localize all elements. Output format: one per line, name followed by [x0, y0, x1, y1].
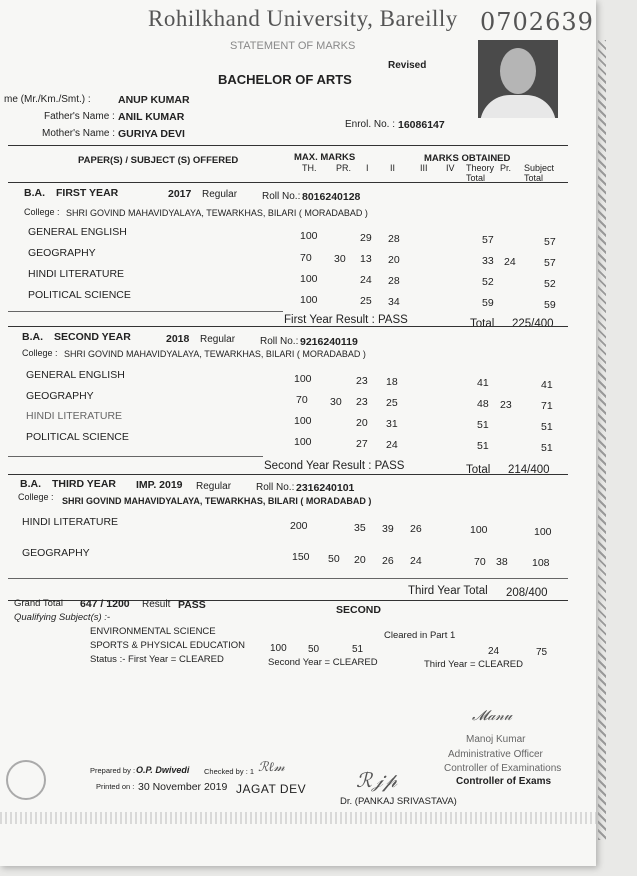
year3-result-rule: [8, 578, 568, 579]
year3-row2-p3: 24: [410, 555, 422, 567]
status-first: Status :- First Year = CLEARED: [90, 654, 224, 665]
theory-total-header: Theory Total: [466, 163, 495, 183]
checked-label: Checked by : 1: [204, 767, 255, 776]
year1-session: 2017: [168, 188, 192, 200]
year2-ba: B.A.: [22, 331, 43, 343]
year3-college-label: College :: [18, 492, 54, 502]
year3-row2-th: 150: [292, 551, 310, 563]
year1-row3-theory: 52: [482, 276, 494, 288]
year1-row1-p1: 29: [360, 232, 372, 244]
year1-row2-pr: 30: [334, 253, 346, 265]
year2-row4-th: 100: [294, 436, 312, 448]
year2-row2-prac: 23: [500, 399, 512, 411]
year1-row4-th: 100: [300, 294, 318, 306]
father-name: ANIL KUMAR: [118, 111, 185, 123]
year1-total: 225/400: [512, 318, 554, 330]
year3-ba: B.A.: [20, 478, 41, 490]
obtained-header: MARKS OBTAINED: [424, 153, 511, 164]
status-second: Second Year = CLEARED: [268, 657, 378, 668]
year2-total: 214/400: [508, 464, 550, 476]
serial-number: 0702639: [480, 8, 594, 36]
year2-row4-p2: 24: [386, 439, 398, 451]
year3-roll: 2316240101: [296, 482, 355, 494]
prepared-label: Prepared by :: [90, 766, 136, 775]
year2-row2-p2: 25: [386, 397, 398, 409]
year2-row2-pr: 30: [330, 396, 342, 408]
torn-edge: [598, 40, 606, 840]
year2-session: 2018: [166, 333, 190, 345]
printed-label: Printed on :: [96, 782, 135, 791]
enrol-number: 16086147: [398, 119, 445, 131]
year3-row2-p2: 26: [382, 555, 394, 567]
paper-ii-header: II: [390, 163, 396, 173]
year1-total-label: Total: [470, 318, 495, 330]
result-label: Result: [142, 599, 171, 610]
year1-row1-p2: 28: [388, 233, 400, 245]
signatory-name: Dr. (PANKAJ SRIVASTAVA): [340, 796, 457, 807]
year2-row4-subject: POLITICAL SCIENCE: [26, 431, 129, 443]
officer-role: Controller of Examinations: [444, 763, 562, 774]
sports-subject: SPORTS & PHYSICAL EDUCATION: [90, 640, 246, 651]
year1-row1-theory: 57: [482, 234, 494, 246]
paper-iii-header: III: [420, 163, 428, 173]
year2-row1-th: 100: [294, 373, 312, 385]
status-third: Third Year = CLEARED: [424, 659, 524, 670]
controller-title: Controller of Exams: [456, 776, 552, 787]
qualifying-label: Qualifying Subject(s) :-: [14, 612, 111, 623]
year2-title: SECOND YEAR: [54, 331, 131, 343]
papers-header: PAPER(S) / SUBJECT (S) OFFERED: [78, 155, 239, 166]
th-header: TH.: [302, 163, 317, 173]
year2-row2-total: 71: [541, 400, 553, 412]
mother-label: Mother's Name :: [42, 128, 116, 139]
year1-roll-label: Roll No.:: [262, 191, 301, 202]
year3-row1-th: 200: [290, 520, 308, 532]
year3-row1-p2: 39: [382, 523, 394, 535]
year3-row2-theory: 70: [474, 556, 486, 568]
photo-shirt: [480, 95, 556, 118]
year1-row4-total: 59: [544, 299, 556, 311]
year3-mode: Regular: [196, 481, 232, 492]
controller-signature: ℛ𝒿𝓅: [356, 768, 398, 792]
year1-end-rule: [8, 326, 568, 327]
year1-title: FIRST YEAR: [56, 187, 119, 199]
mother-name: GURIYA DEVI: [118, 128, 185, 140]
year2-row2-theory: 48: [477, 398, 489, 410]
year1-row2-prac: 24: [504, 256, 516, 268]
year3-row2-prac: 38: [496, 556, 508, 568]
year1-row4-p2: 34: [388, 296, 400, 308]
year1-college: SHRI GOVIND MAHAVIDYALAYA, TEWARKHAS, BILARI ( MORADABAD ): [66, 208, 368, 218]
year1-row1-th: 100: [300, 230, 318, 242]
year1-row2-p2: 20: [388, 254, 400, 266]
year2-row4-p1: 27: [356, 438, 368, 450]
year2-row3-theory: 51: [477, 419, 489, 431]
year2-row3-th: 100: [294, 415, 312, 427]
operator-name: JAGAT DEV: [236, 782, 307, 796]
year2-row1-subject: GENERAL ENGLISH: [26, 369, 125, 381]
year2-row2-th: 70: [296, 394, 308, 406]
header-rule: [8, 145, 568, 146]
year3-row2-total: 108: [532, 557, 550, 569]
year3-row2-p1: 20: [354, 554, 366, 566]
year3-row2-subject: GEOGRAPHY: [22, 547, 90, 559]
sports-p1: 51: [352, 644, 364, 655]
year1-row4-subject: POLITICAL SCIENCE: [28, 289, 131, 301]
year1-row2-p1: 13: [360, 253, 372, 265]
year3-result: Third Year Total: [408, 585, 488, 597]
year3-college: SHRI GOVIND MAHAVIDYALAYA, TEWARKHAS, BILARI ( MORADABAD ): [62, 496, 372, 506]
cleared-part1: Cleared in Part 1: [384, 630, 456, 641]
year2-row3-subject: HINDI LITERATURE: [26, 410, 123, 422]
year1-row2-subject: GEOGRAPHY: [28, 247, 96, 259]
year2-row1-total: 41: [541, 379, 553, 391]
officer-title: Administrative Officer: [448, 749, 543, 760]
year3-row1-theory: 100: [470, 524, 488, 536]
year1-row2-th: 70: [300, 252, 312, 264]
bottom-border-pattern: [0, 812, 596, 824]
year3-row1-p3: 26: [410, 523, 422, 535]
year2-mode: Regular: [200, 334, 236, 345]
year2-result: Second Year Result : PASS: [264, 460, 405, 472]
prepared-by: O.P. Dwivedi: [136, 765, 190, 775]
year2-row1-p2: 18: [386, 376, 398, 388]
paper-iv-header: IV: [446, 163, 455, 173]
university-name: Rohilkhand University, Bareilly: [148, 6, 458, 31]
year1-ba: B.A.: [24, 187, 45, 199]
env-science: ENVIRONMENTAL SCIENCE: [90, 626, 216, 637]
division: SECOND: [336, 604, 381, 616]
year1-row3-p1: 24: [360, 274, 372, 286]
year1-roll: 8016240128: [302, 191, 361, 203]
year1-row3-th: 100: [300, 273, 318, 285]
year2-row2-subject: GEOGRAPHY: [26, 390, 94, 402]
course-title: BACHELOR OF ARTS: [218, 72, 352, 87]
year2-row2-p1: 23: [356, 396, 368, 408]
year2-row4-theory: 51: [477, 440, 489, 452]
table-header-rule: [8, 182, 568, 183]
officer-name: Manoj Kumar: [466, 734, 526, 745]
printed-date: 30 November 2019: [138, 781, 228, 793]
officer-signature: 𝓜𝒶𝓃𝓊: [472, 708, 512, 724]
checker-signature: ℛℓ𝓂: [258, 760, 285, 775]
pr-header: PR.: [336, 163, 352, 173]
year2-college: SHRI GOVIND MAHAVIDYALAYA, TEWARKHAS, BILARI ( MORADABAD ): [64, 349, 366, 359]
year2-row3-p1: 20: [356, 417, 368, 429]
year3-row1-total: 100: [534, 526, 552, 538]
year2-roll: 9216240119: [300, 336, 358, 348]
year1-result: First Year Result : PASS: [284, 314, 408, 326]
year1-row2-theory: 33: [482, 255, 494, 267]
grand-result: PASS: [178, 599, 206, 611]
year3-roll-label: Roll No.:: [256, 482, 295, 493]
year1-result-rule: [8, 311, 283, 312]
year2-roll-label: Roll No.:: [260, 336, 299, 347]
sports-pr: 50: [308, 644, 320, 655]
enrol-label: Enrol. No. :: [345, 119, 396, 130]
grand-total: 647 / 1200: [80, 598, 130, 610]
subject-total-header: Subject Total: [524, 163, 555, 183]
sports-max: 100: [270, 643, 287, 654]
year3-row2-pr: 50: [328, 553, 340, 565]
student-name: ANUP KUMAR: [118, 94, 190, 106]
grand-total-label: Grand Total: [14, 598, 63, 609]
year2-row1-theory: 41: [477, 377, 489, 389]
statement-title: STATEMENT OF MARKS: [230, 40, 356, 52]
year1-college-label: College :: [24, 207, 60, 217]
paper-i-header: I: [366, 163, 369, 173]
year1-row3-total: 52: [544, 278, 556, 290]
student-photo: [478, 40, 558, 118]
year3-session: IMP. 2019: [136, 479, 183, 491]
max-marks-header: MAX. MARKS: [294, 152, 356, 163]
year1-row2-total: 57: [544, 257, 556, 269]
year3-row1-p1: 35: [354, 522, 366, 534]
year2-row3-total: 51: [541, 421, 553, 433]
year1-row1-subject: GENERAL ENGLISH: [28, 226, 127, 238]
year2-college-label: College :: [22, 348, 58, 358]
year1-row4-p1: 25: [360, 295, 372, 307]
year1-row3-subject: HINDI LITERATURE: [28, 268, 125, 280]
name-label: me (Mr./Km./Smt.) :: [4, 94, 91, 105]
year1-row1-total: 57: [544, 236, 556, 248]
year1-mode: Regular: [202, 189, 238, 200]
year3-title: THIRD YEAR: [52, 478, 116, 490]
father-label: Father's Name :: [44, 111, 115, 122]
year3-row1-subject: HINDI LITERATURE: [22, 516, 119, 528]
year1-row3-p2: 28: [388, 275, 400, 287]
year2-row1-p1: 23: [356, 375, 368, 387]
sports-prac: 24: [488, 646, 500, 657]
year2-end-rule: [8, 474, 568, 475]
year2-total-label: Total: [466, 464, 491, 476]
year1-row4-theory: 59: [482, 297, 494, 309]
year2-row3-p2: 31: [386, 418, 398, 430]
university-seal: [6, 760, 46, 800]
year2-result-rule: [8, 456, 263, 457]
photo-face: [500, 48, 536, 94]
pr-obtained-header: Pr.: [500, 163, 512, 173]
sports-total: 75: [536, 647, 548, 658]
year3-total: 208/400: [506, 587, 548, 599]
year2-row4-total: 51: [541, 442, 553, 454]
revised-label: Revised: [388, 60, 427, 71]
